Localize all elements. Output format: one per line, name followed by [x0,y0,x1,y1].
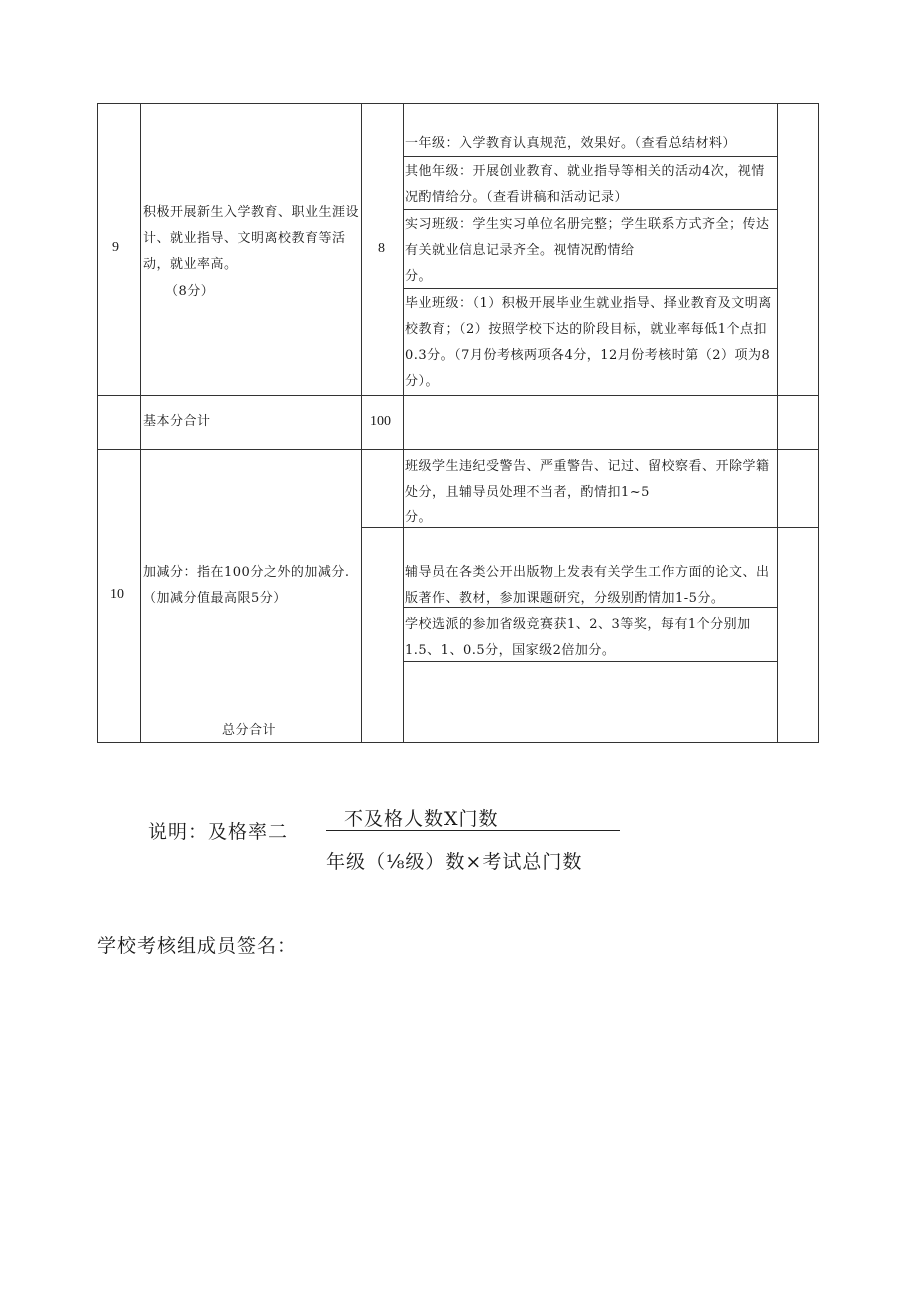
criteria-item: 实习班级：学生实习单位名册完整；学生联系方式齐全；传达有关就业信息记录齐全。视情况酌情给 [405,217,770,258]
row-description: 积极开展新生入学教育、职业生涯设计、就业指导、文明离校教育等活动，就业率高。 [143,205,360,272]
fraction-bar [326,830,620,831]
criteria-item: 班级学生违纪受警告、严重警告、记过、留校察看、开除学籍处分，且辅导员处理不当者，酌情扣1~5 [405,459,770,500]
signature-label: 学校考核组成员签名： [97,935,298,957]
column-divider [403,103,404,743]
note-label: 说明：及格率二 [148,821,289,843]
criteria-item-continuation: 分。 [405,269,433,284]
column-divider [140,103,141,743]
table-border-top [97,103,819,104]
criteria-item: 一年级：入学教育认真规范，效果好。（查看总结材料） [405,136,737,151]
row-number: 10 [110,587,124,602]
formula-denominator: 年级（⅛级）数×考试总门数 [326,851,583,873]
row-divider [97,449,819,450]
row-number: 9 [112,240,119,255]
row-score: 8 [378,241,385,256]
criteria-item: 其他年级：开展创业教育、就业指导等相关的活动4次，视情况酌情给分。（查看讲稿和活动记录） [405,164,765,205]
criteria-item-continuation: 分。 [405,510,433,525]
subtotal-score: 100 [370,414,391,429]
row-description: 加减分：指在100分之外的加减分.（加减分值最高限5分） [143,565,350,606]
criteria-item: 毕业班级：（1）积极开展毕业生就业指导、择业教育及文明离校教育；（2）按照学校下达的阶段目标，就业率每低1个点扣0.3分。（7月份考核两项各4分，12月份考核时第（2）项为8分）。 [405,296,772,389]
criteria-item: 学校选派的参加省级竞赛获1、2、3等奖，每有1个分别加1.5、1、0.5分，国家级2倍加分。 [405,617,751,658]
row-divider [97,395,819,396]
table-border-left [97,103,98,743]
points-note: （8分） [165,284,215,299]
formula-numerator: 不及格人数X门数 [344,808,499,830]
column-divider [361,103,362,743]
criteria-item: 辅导员在各类公开出版物上发表有关学生工作方面的论文、出版著作、教材，参加课题研究，分级别酌情加1-5分。 [405,565,770,606]
column-divider [777,103,778,743]
table-border-right [818,103,819,743]
table-border-bottom [97,742,819,743]
total-label: 总分合计 [222,723,277,738]
subtotal-label: 基本分合计 [143,414,211,429]
